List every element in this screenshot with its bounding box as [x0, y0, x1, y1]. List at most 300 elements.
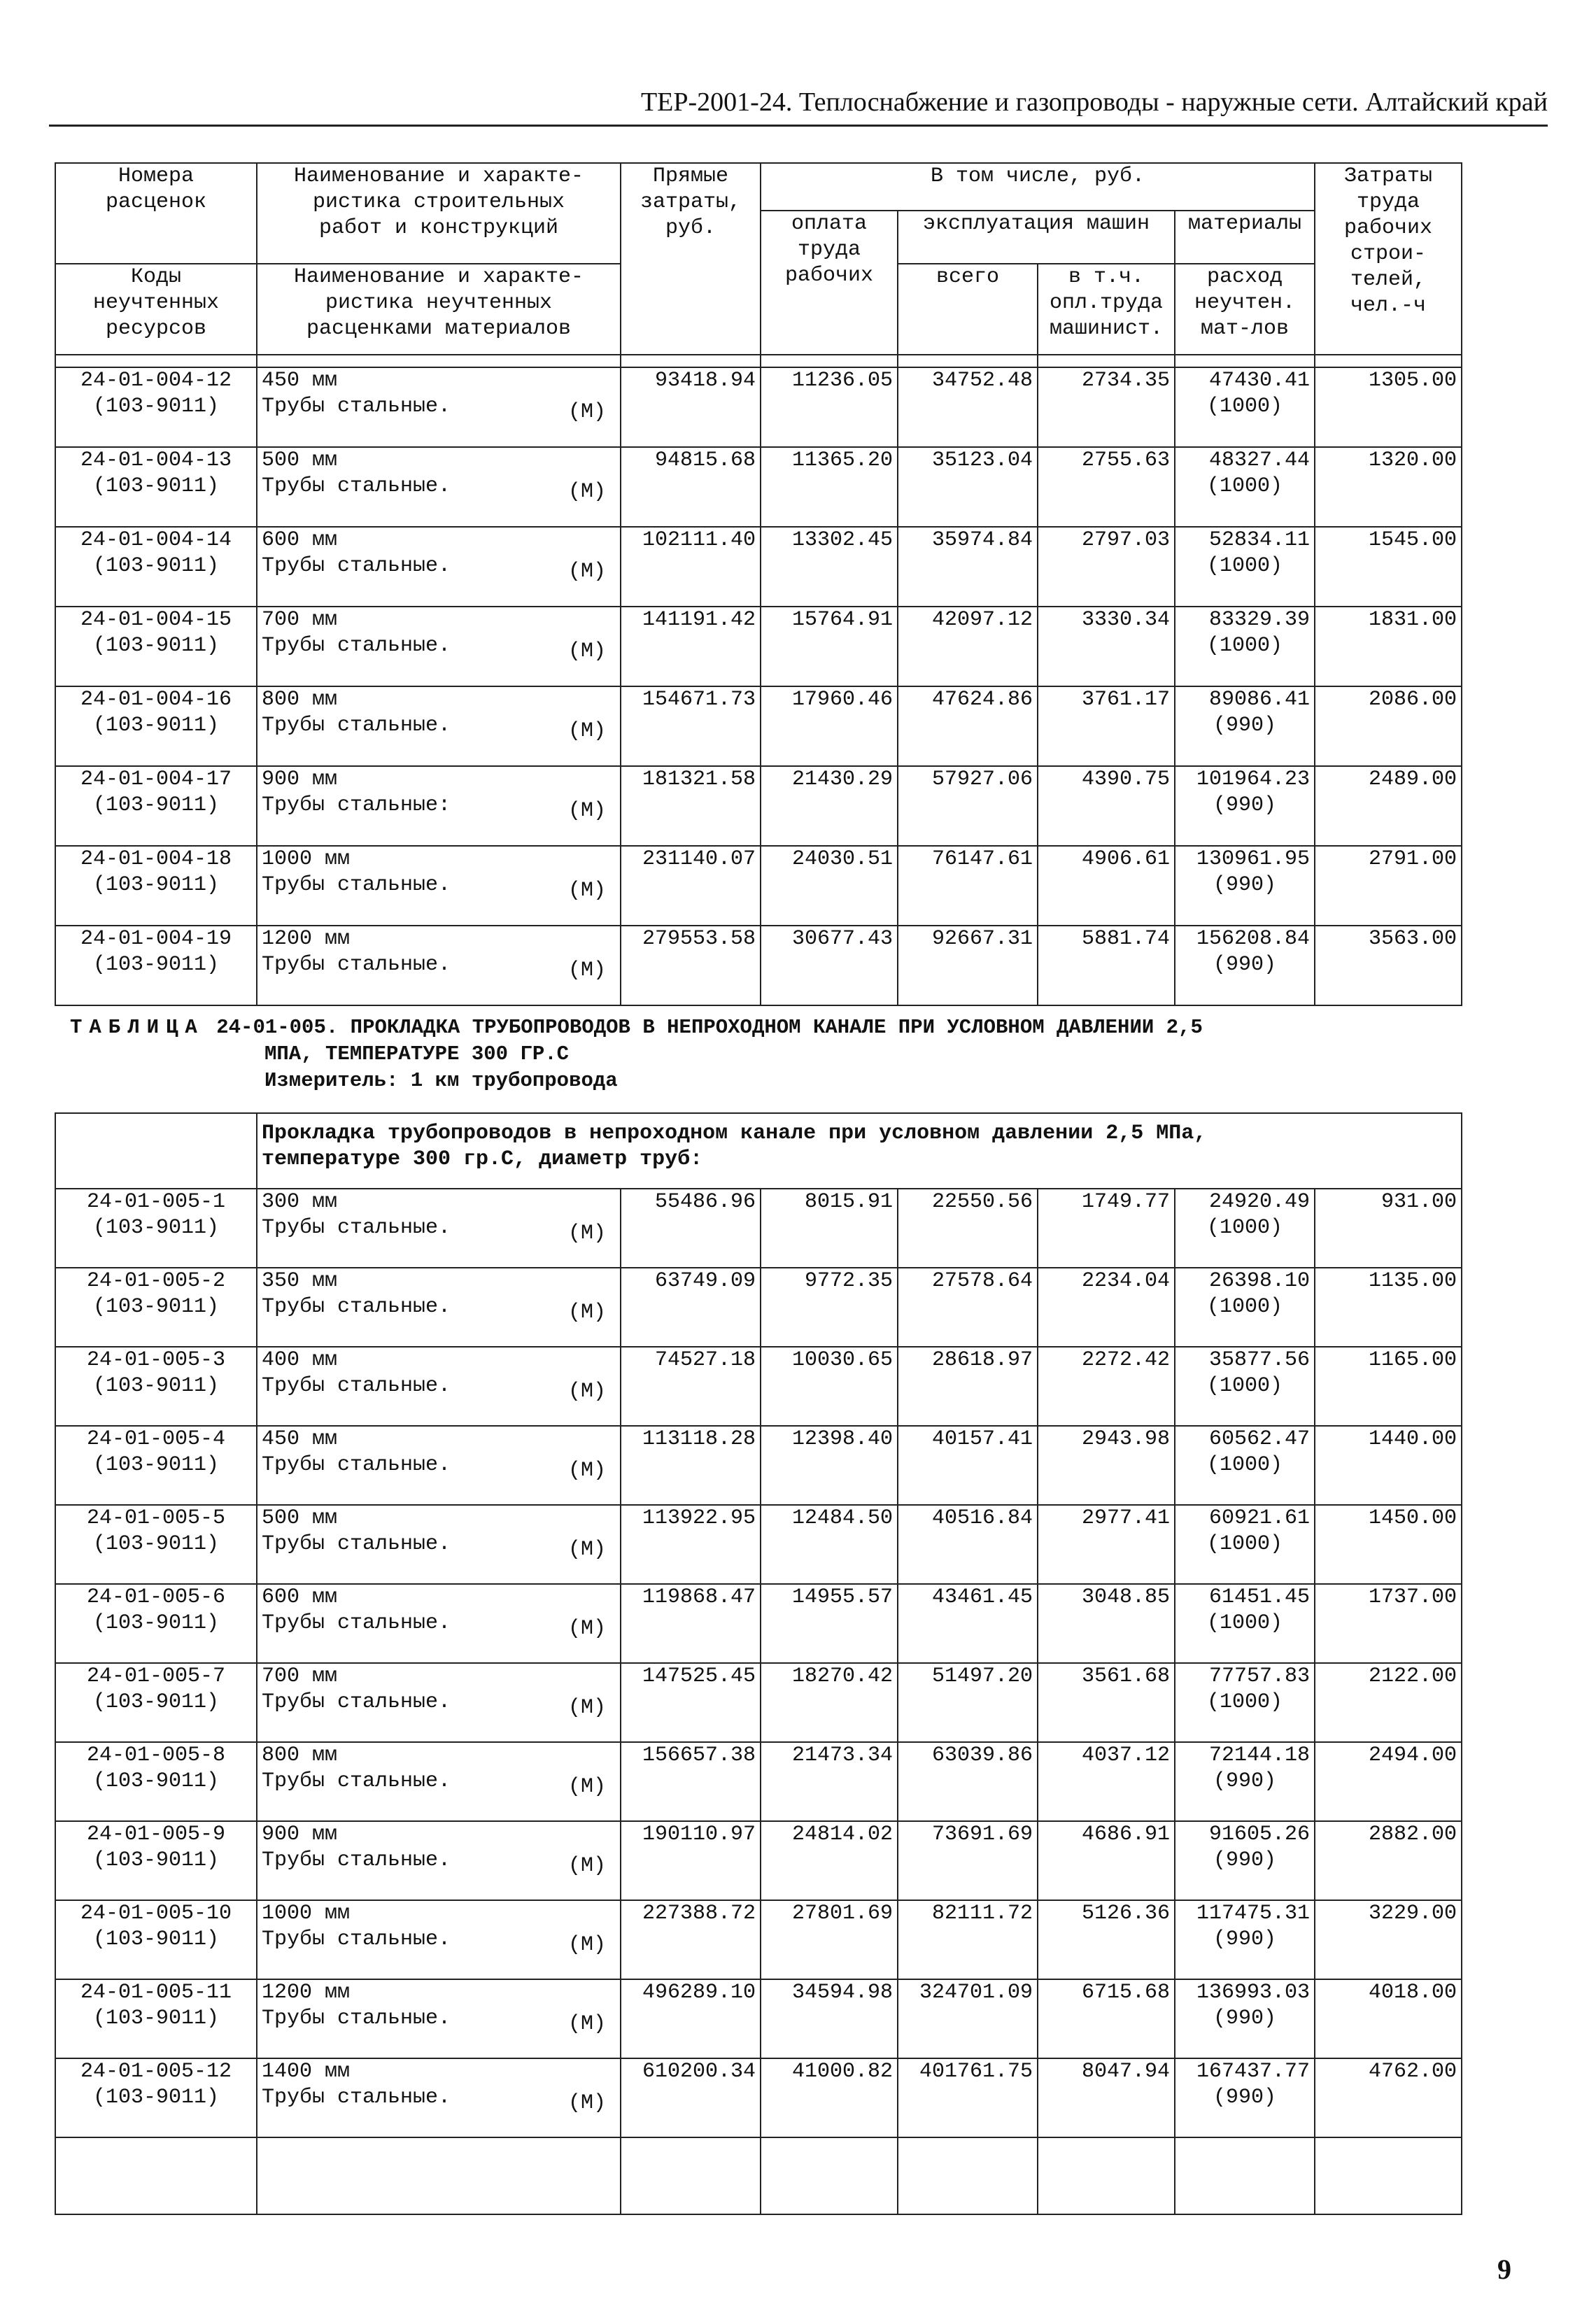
direct-costs: 102111.40 — [621, 527, 761, 607]
materials-cell — [1175, 2058, 1315, 2137]
materials-cell — [1175, 1347, 1315, 1426]
material-name-header: Наименование и характе- ристика неучтенных расценками материалов — [257, 264, 621, 355]
machines-total: 51497.20 — [898, 1663, 1038, 1742]
materials-cost: 26398.10 — [1208, 1269, 1310, 1293]
unit-label: (М) — [567, 1459, 606, 1483]
materials-cost: 91605.26 — [1208, 1823, 1310, 1846]
materials-cost: 24920.49 — [1208, 1190, 1310, 1214]
pipe-diameter: 500 мм — [262, 1506, 338, 1530]
rate-code: 24-01-004-17 — [80, 768, 232, 791]
unit-label: (М) — [567, 1301, 606, 1324]
consumption: (1000) — [1206, 554, 1283, 578]
labor-pay: 41000.82 — [761, 2058, 898, 2137]
labor-hours: 4762.00 — [1315, 2058, 1462, 2137]
direct-costs: 181321.58 — [621, 766, 761, 846]
material-name: Трубы стальные: — [262, 793, 451, 817]
rate-code-cell — [55, 367, 257, 447]
resource-code: (103-9011) — [92, 1928, 220, 1951]
rate-code: 24-01-005-9 — [86, 1823, 226, 1846]
resource-code: (103-9011) — [92, 1611, 220, 1635]
consumption: (1000) — [1206, 1532, 1283, 1556]
rate-code-cell — [55, 1584, 257, 1663]
table-row — [55, 1900, 1462, 1979]
group-description: Прокладка трубопроводов в непроходном канале при условном давлении 2,5 МПа, температуре 300 гр.С, диаметр труб: — [257, 1113, 1462, 1189]
machinist-pay: 3048.85 — [1038, 1584, 1175, 1663]
consumption: (990) — [1213, 2086, 1276, 2109]
rate-code-cell — [55, 527, 257, 607]
resource-code: (103-9011) — [92, 1295, 220, 1319]
consumption: (1000) — [1206, 474, 1283, 498]
machinist-pay: 4390.75 — [1038, 766, 1175, 846]
rate-code-cell — [55, 607, 257, 686]
work-name-header: Наименование и характе- ристика строительных работ и конструкций — [257, 163, 621, 264]
material-name: Трубы стальные. — [262, 554, 451, 578]
table-row — [55, 1189, 1462, 1268]
rate-code: 24-01-004-16 — [80, 688, 232, 712]
description-cell — [257, 1979, 621, 2058]
direct-costs: 141191.42 — [621, 607, 761, 686]
machines-total: 92667.31 — [898, 926, 1038, 1005]
resource-code: (103-9011) — [92, 395, 220, 418]
table-row — [55, 1268, 1462, 1347]
machinist-pay: 4686.91 — [1038, 1821, 1175, 1900]
machines-total: 40516.84 — [898, 1505, 1038, 1584]
labor-pay: 12398.40 — [761, 1426, 898, 1505]
direct-costs: 231140.07 — [621, 846, 761, 926]
machinist-pay: 6715.68 — [1038, 1979, 1175, 2058]
materials-cell — [1175, 607, 1315, 686]
including-header: В том числе, руб. — [761, 163, 1315, 211]
materials-cell — [1175, 686, 1315, 766]
consumption: (990) — [1213, 1928, 1276, 1951]
materials-cost: 83329.39 — [1208, 608, 1310, 632]
pipe-diameter: 600 мм — [262, 528, 338, 552]
labor-pay: 24030.51 — [761, 846, 898, 926]
material-name: Трубы стальные. — [262, 1295, 451, 1319]
unit-label: (М) — [567, 1617, 606, 1641]
labor-pay: 30677.43 — [761, 926, 898, 1005]
machines-total: 28618.97 — [898, 1347, 1038, 1426]
description-cell — [257, 846, 621, 926]
labor-hours: 3563.00 — [1315, 926, 1462, 1005]
materials-cell — [1175, 527, 1315, 607]
materials-cost: 136993.03 — [1196, 1981, 1310, 2004]
machines-total: 57927.06 — [898, 766, 1038, 846]
table-title — [70, 1014, 1469, 1068]
rate-code-cell — [55, 926, 257, 1005]
materials-cost: 72144.18 — [1208, 1743, 1310, 1767]
rate-code-cell — [55, 686, 257, 766]
description-cell — [257, 1742, 621, 1821]
unit-label: (М) — [567, 2091, 606, 2115]
rate-code-cell — [55, 766, 257, 846]
labor-pay: 34594.98 — [761, 1979, 898, 2058]
machinist-pay: 3761.17 — [1038, 686, 1175, 766]
machinist-pay: 2797.03 — [1038, 527, 1175, 607]
materials-cell — [1175, 766, 1315, 846]
labor-pay: 11236.05 — [761, 367, 898, 447]
labor-pay: 15764.91 — [761, 607, 898, 686]
rate-code: 24-01-004-13 — [80, 448, 232, 472]
description-cell — [257, 926, 621, 1005]
consumption: (1000) — [1206, 1611, 1283, 1635]
pipe-diameter: 1200 мм — [262, 927, 351, 951]
machinist-pay: 1749.77 — [1038, 1189, 1175, 1268]
rate-code: 24-01-005-6 — [86, 1585, 226, 1609]
labor-pay: 12484.50 — [761, 1505, 898, 1584]
machinist-pay: 2943.98 — [1038, 1426, 1175, 1505]
pipe-diameter: 1000 мм — [262, 847, 351, 871]
labor-pay: 8015.91 — [761, 1189, 898, 1268]
materials-cost: 60562.47 — [1208, 1427, 1310, 1451]
resource-code: (103-9011) — [92, 1453, 220, 1477]
machinist-pay: 2755.63 — [1038, 447, 1175, 527]
consumption: (1000) — [1206, 395, 1283, 418]
rate-code-cell — [55, 1900, 257, 1979]
pipe-diameter: 800 мм — [262, 1743, 338, 1767]
material-name: Трубы стальные. — [262, 873, 451, 897]
pipe-diameter: 900 мм — [262, 1823, 338, 1846]
rate-code: 24-01-005-12 — [80, 2060, 232, 2084]
labor-hours: 1320.00 — [1315, 447, 1462, 527]
rate-code: 24-01-005-3 — [86, 1348, 226, 1372]
unit-label: (М) — [567, 560, 606, 583]
labor-hours: 4018.00 — [1315, 1979, 1462, 2058]
consumption: (1000) — [1206, 1374, 1283, 1398]
resource-code: (103-9011) — [92, 793, 220, 817]
resource-code: (103-9011) — [92, 2086, 220, 2109]
materials-cell — [1175, 1900, 1315, 1979]
machinist-pay: 3330.34 — [1038, 607, 1175, 686]
machinist-pay: 3561.68 — [1038, 1663, 1175, 1742]
page-number: 9 — [1497, 2254, 1511, 2285]
table-row — [55, 1821, 1462, 1900]
group-header-row — [55, 1113, 1462, 1189]
rate-code: 24-01-005-8 — [86, 1743, 226, 1767]
pipe-diameter: 700 мм — [262, 608, 338, 632]
materials-header: материалы — [1175, 211, 1315, 264]
table-row — [55, 686, 1462, 766]
consumption: (990) — [1213, 873, 1276, 897]
consumption: (990) — [1213, 793, 1276, 817]
table-row — [55, 1426, 1462, 1505]
header-rule — [49, 125, 1548, 127]
table-row — [55, 447, 1462, 527]
consumption: (990) — [1213, 953, 1276, 977]
machines-total-header: всего — [898, 264, 1038, 355]
rate-code: 24-01-005-5 — [86, 1506, 226, 1530]
unit-label: (М) — [567, 799, 606, 823]
table-row — [55, 1979, 1462, 2058]
labor-pay: 10030.65 — [761, 1347, 898, 1426]
consumption-header: расход неучтен. мат-лов — [1175, 264, 1315, 355]
resource-code: (103-9011) — [92, 634, 220, 658]
unit-label: (М) — [567, 959, 606, 982]
rate-numbers-header: Номера расценок — [55, 163, 257, 264]
machinist-pay: 4037.12 — [1038, 1742, 1175, 1821]
machines-total: 27578.64 — [898, 1268, 1038, 1347]
description-cell — [257, 607, 621, 686]
resource-code: (103-9011) — [92, 953, 220, 977]
rate-code-cell — [55, 1663, 257, 1742]
direct-costs: 119868.47 — [621, 1584, 761, 1663]
direct-costs: 74527.18 — [621, 1347, 761, 1426]
labor-hours: 2791.00 — [1315, 846, 1462, 926]
material-name: Трубы стальные. — [262, 634, 451, 658]
labor-pay: 27801.69 — [761, 1900, 898, 1979]
consumption: (1000) — [1206, 1216, 1283, 1240]
unit-label: (М) — [567, 719, 606, 743]
labor-hours: 1135.00 — [1315, 1268, 1462, 1347]
materials-cell — [1175, 447, 1315, 527]
labor-hours: 1545.00 — [1315, 527, 1462, 607]
rate-code-cell — [55, 1505, 257, 1584]
resource-code: (103-9011) — [92, 554, 220, 578]
labor-hours: 1450.00 — [1315, 1505, 1462, 1584]
description-cell — [257, 367, 621, 447]
machines-total: 73691.69 — [898, 1821, 1038, 1900]
description-cell — [257, 447, 621, 527]
description-cell — [257, 1584, 621, 1663]
material-name: Трубы стальные. — [262, 1453, 451, 1477]
materials-cost: 167437.77 — [1196, 2060, 1310, 2084]
labor-costs-header: Затраты труда рабочих строи- телей, чел.-ч — [1315, 163, 1462, 355]
rate-code: 24-01-004-12 — [80, 369, 232, 392]
rate-code: 24-01-005-10 — [80, 1902, 232, 1925]
materials-cell — [1175, 846, 1315, 926]
materials-cost: 101964.23 — [1196, 768, 1310, 791]
pipe-diameter: 1400 мм — [262, 2060, 351, 2084]
labor-pay: 13302.45 — [761, 527, 898, 607]
material-name: Трубы стальные. — [262, 2086, 451, 2109]
resource-code: (103-9011) — [92, 1532, 220, 1556]
rate-code: 24-01-005-4 — [86, 1427, 226, 1451]
machines-total: 22550.56 — [898, 1189, 1038, 1268]
labor-hours: 1165.00 — [1315, 1347, 1462, 1426]
materials-cell — [1175, 1584, 1315, 1663]
material-name: Трубы стальные. — [262, 2007, 451, 2030]
material-name: Трубы стальные. — [262, 1532, 451, 1556]
rate-code-cell — [55, 1268, 257, 1347]
materials-cost: 89086.41 — [1208, 688, 1310, 712]
pipe-diameter: 350 мм — [262, 1269, 338, 1293]
material-name: Трубы стальные. — [262, 1848, 451, 1872]
rates-table-004 — [55, 162, 1462, 1006]
rate-code-cell — [55, 1821, 257, 1900]
machinist-pay-header: в т.ч. опл.труда машинист. — [1038, 264, 1175, 355]
labor-hours: 3229.00 — [1315, 1900, 1462, 1979]
unit-label: (М) — [567, 1775, 606, 1799]
machines-total: 34752.48 — [898, 367, 1038, 447]
resource-code: (103-9011) — [92, 2007, 220, 2030]
pipe-diameter: 800 мм — [262, 688, 338, 712]
labor-pay-header: оплата труда рабочих — [761, 211, 898, 355]
table-row — [55, 527, 1462, 607]
table-body — [55, 1189, 1462, 2214]
material-name: Трубы стальные. — [262, 1690, 451, 1714]
labor-pay: 21473.34 — [761, 1742, 898, 1821]
unit-label: (М) — [567, 1854, 606, 1878]
direct-costs: 154671.73 — [621, 686, 761, 766]
machines-total: 42097.12 — [898, 607, 1038, 686]
table-row — [55, 846, 1462, 926]
rate-code: 24-01-004-15 — [80, 608, 232, 632]
table-title-main: 24-01-005. ПРОКЛАДКА ТРУБОПРОВОДОВ В НЕПРОХОДНОМ КАНАЛЕ ПРИ УСЛОВНОМ ДАВЛЕНИИ 2,5 — [216, 1016, 1203, 1039]
labor-hours: 931.00 — [1315, 1189, 1462, 1268]
header-spacer — [55, 355, 1462, 367]
materials-cell — [1175, 1821, 1315, 1900]
unit-label: (М) — [567, 400, 606, 424]
table-row — [55, 1505, 1462, 1584]
pipe-diameter: 700 мм — [262, 1664, 338, 1688]
machinist-pay: 2234.04 — [1038, 1268, 1175, 1347]
materials-cell — [1175, 1979, 1315, 2058]
material-name: Трубы стальные. — [262, 1611, 451, 1635]
table-meter: Измеритель: 1 км трубопровода — [264, 1069, 618, 1092]
column-header-row — [55, 163, 1462, 211]
material-name: Трубы стальные. — [262, 1374, 451, 1398]
table-body — [55, 367, 1462, 1005]
description-cell — [257, 766, 621, 846]
machinist-pay: 8047.94 — [1038, 2058, 1175, 2137]
description-cell — [257, 1189, 621, 1268]
pipe-diameter: 450 мм — [262, 369, 338, 392]
resource-code: (103-9011) — [92, 474, 220, 498]
labor-pay: 11365.20 — [761, 447, 898, 527]
rate-code-cell — [55, 1426, 257, 1505]
direct-costs: 63749.09 — [621, 1268, 761, 1347]
unit-label: (М) — [567, 1696, 606, 1720]
machines-total: 35974.84 — [898, 527, 1038, 607]
labor-pay: 9772.35 — [761, 1268, 898, 1347]
table-row — [55, 1347, 1462, 1426]
material-name: Трубы стальные. — [262, 474, 451, 498]
direct-costs: 94815.68 — [621, 447, 761, 527]
table-row — [55, 607, 1462, 686]
consumption: (990) — [1213, 1769, 1276, 1793]
labor-pay: 14955.57 — [761, 1584, 898, 1663]
machinist-pay: 2272.42 — [1038, 1347, 1175, 1426]
material-name: Трубы стальные. — [262, 714, 451, 737]
machine-ops-header: эксплуатация машин — [898, 211, 1175, 264]
pipe-diameter: 300 мм — [262, 1190, 338, 1214]
machines-total: 76147.61 — [898, 846, 1038, 926]
consumption: (1000) — [1206, 1295, 1283, 1319]
materials-cell — [1175, 1505, 1315, 1584]
unit-label: (М) — [567, 2012, 606, 2036]
pipe-diameter: 500 мм — [262, 448, 338, 472]
direct-costs: 113118.28 — [621, 1426, 761, 1505]
unit-label: (М) — [567, 1222, 606, 1245]
machines-total: 63039.86 — [898, 1742, 1038, 1821]
pipe-diameter: 1200 мм — [262, 1981, 351, 2004]
rate-code-cell — [55, 1742, 257, 1821]
description-cell — [257, 1505, 621, 1584]
machines-total: 47624.86 — [898, 686, 1038, 766]
machinist-pay: 4906.61 — [1038, 846, 1175, 926]
material-name: Трубы стальные. — [262, 1216, 451, 1240]
materials-cost: 60921.61 — [1208, 1506, 1310, 1530]
consumption: (1000) — [1206, 1453, 1283, 1477]
direct-costs: 55486.96 — [621, 1189, 761, 1268]
labor-hours: 2086.00 — [1315, 686, 1462, 766]
direct-costs: 227388.72 — [621, 1900, 761, 1979]
labor-hours: 2494.00 — [1315, 1742, 1462, 1821]
materials-cell — [1175, 367, 1315, 447]
machines-total: 324701.09 — [898, 1979, 1038, 2058]
description-cell — [257, 2058, 621, 2137]
pipe-diameter: 600 мм — [262, 1585, 338, 1609]
consumption: (990) — [1213, 1848, 1276, 1872]
labor-pay: 18270.42 — [761, 1663, 898, 1742]
resource-code: (103-9011) — [92, 1848, 220, 1872]
materials-cell — [1175, 1426, 1315, 1505]
materials-cell — [1175, 1268, 1315, 1347]
rate-code: 24-01-005-11 — [80, 1981, 232, 2004]
unit-label: (М) — [567, 1933, 606, 1957]
rate-code-cell — [55, 1189, 257, 1268]
direct-costs: 147525.45 — [621, 1663, 761, 1742]
resource-code: (103-9011) — [92, 873, 220, 897]
machines-total: 40157.41 — [898, 1426, 1038, 1505]
materials-cost: 35877.56 — [1208, 1348, 1310, 1372]
rate-code-cell — [55, 2058, 257, 2137]
rate-code-cell — [55, 1979, 257, 2058]
rate-code: 24-01-005-1 — [86, 1190, 226, 1214]
unit-label: (М) — [567, 480, 606, 504]
direct-costs: 610200.34 — [621, 2058, 761, 2137]
direct-costs: 190110.97 — [621, 1821, 761, 1900]
machines-total: 82111.72 — [898, 1900, 1038, 1979]
resource-code: (103-9011) — [92, 1374, 220, 1398]
unit-label: (М) — [567, 1538, 606, 1562]
resource-code: (103-9011) — [92, 1690, 220, 1714]
material-name: Трубы стальные. — [262, 953, 451, 977]
rate-code-cell — [55, 846, 257, 926]
rate-code-cell — [55, 1347, 257, 1426]
machinist-pay: 2734.35 — [1038, 367, 1175, 447]
machinist-pay: 5881.74 — [1038, 926, 1175, 1005]
consumption: (990) — [1213, 714, 1276, 737]
pipe-diameter: 1000 мм — [262, 1902, 351, 1925]
material-name: Трубы стальные. — [262, 395, 451, 418]
table-title-continuation: МПА, ТЕМПЕРАТУРЕ 300 ГР.С — [264, 1042, 570, 1066]
labor-hours: 2489.00 — [1315, 766, 1462, 846]
rate-code: 24-01-005-2 — [86, 1269, 226, 1293]
rate-code-cell — [55, 447, 257, 527]
table-spacer-row — [55, 2137, 1462, 2214]
table-row — [55, 367, 1462, 447]
resource-codes-header: Коды неучтенных ресурсов — [55, 264, 257, 355]
table-row — [55, 1584, 1462, 1663]
labor-pay: 24814.02 — [761, 1821, 898, 1900]
description-cell — [257, 1426, 621, 1505]
resource-code: (103-9011) — [92, 714, 220, 737]
description-cell — [257, 1821, 621, 1900]
pipe-diameter: 400 мм — [262, 1348, 338, 1372]
direct-costs: 156657.38 — [621, 1742, 761, 1821]
pipe-diameter: 900 мм — [262, 768, 338, 791]
material-name: Трубы стальные. — [262, 1928, 451, 1951]
rate-code: 24-01-004-14 — [80, 528, 232, 552]
labor-hours: 1440.00 — [1315, 1426, 1462, 1505]
materials-cost: 52834.11 — [1208, 528, 1310, 552]
rates-table-005 — [55, 1112, 1462, 2215]
table-row — [55, 1742, 1462, 1821]
materials-cell — [1175, 1189, 1315, 1268]
materials-cost: 47430.41 — [1208, 369, 1310, 392]
description-cell — [257, 527, 621, 607]
